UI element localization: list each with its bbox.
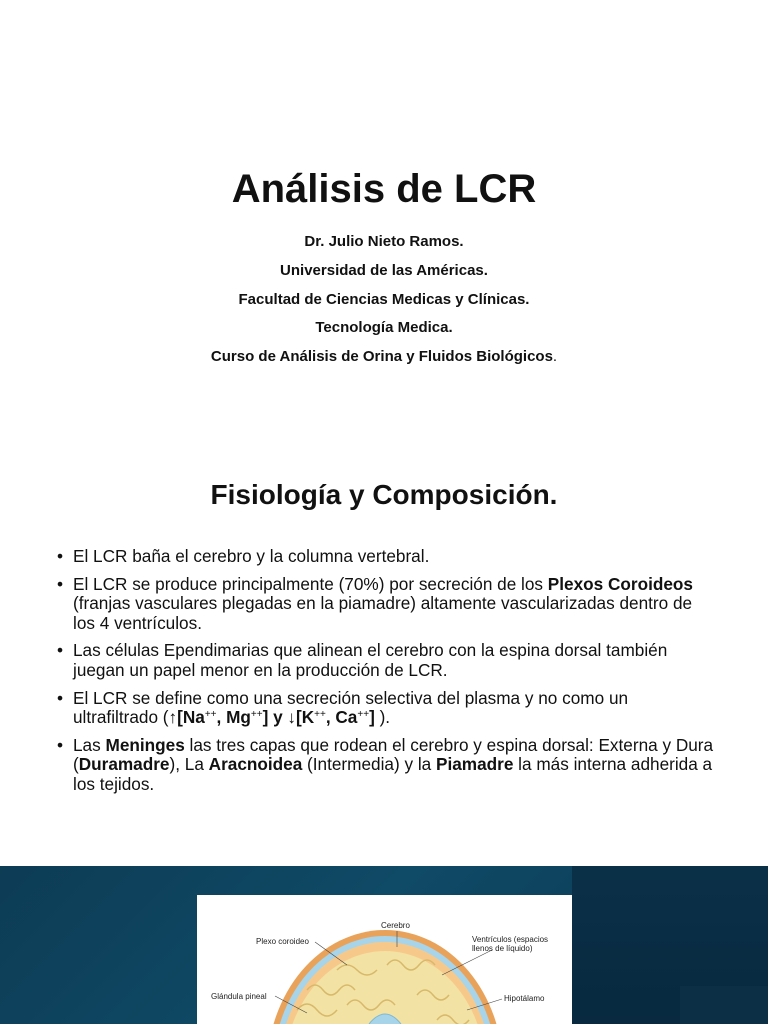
bullet-dot: •: [57, 640, 64, 661]
anatomy-slide: [0, 866, 768, 1024]
course-line: Curso de Análisis de Orina y Fluidos Biológicos.: [210, 348, 558, 366]
title-slide: [0, 0, 768, 420]
program-line: Tecnología Medica.: [315, 319, 453, 337]
section-heading: Fisiología y Composición.: [210, 479, 558, 510]
slide-title: Análisis de LCR: [231, 167, 537, 211]
faculty-line: Facultad de Ciencias Medicas y Clínicas.: [238, 290, 530, 308]
label-glandula: Glándula pineal: [211, 992, 267, 1001]
physiology-slide: [0, 450, 768, 850]
down-arrow-icon: ↓: [287, 707, 297, 728]
bullet-dot: •: [57, 573, 64, 594]
label-hipotalamo: Hipotálamo: [504, 994, 545, 1003]
bullet-dot: •: [57, 687, 64, 708]
label-ventriculos-2: llenos de líquido): [472, 944, 533, 953]
label-plexo: Plexo coroideo: [256, 937, 309, 946]
bullet-item: • Las Meninges las tres capas que rodean el cerebro y espina dorsal: Externa y Dura (Duramadre), La Aracnoidea (Intermedia) y la Piamadre la más interna adherida a los tejidos.: [57, 734, 714, 794]
label-ventriculos: Ventrículos (espacios: [472, 935, 549, 944]
bullet-item: • El LCR se produce principalmente (70%) por secreción de los Plexos Coroideos (franjas vasculares plegadas en la piamadre) altamente vascularizadas dentro de los 4 ventrículos.: [57, 573, 693, 633]
bullet-item: • El LCR se define como una secreción selectiva del plasma y no como un ultrafiltrado (↑[Na++, Mg++] y ↓[K++, Ca++] ).: [57, 687, 629, 728]
author-line: Dr. Julio Nieto Ramos.: [304, 233, 464, 250]
background-band: [680, 986, 768, 1024]
bullet-item: • El LCR baña el cerebro y la columna vertebral.: [57, 546, 430, 566]
label-cerebro: Cerebro: [381, 921, 410, 930]
author-block: [0, 228, 768, 372]
university-line: Universidad de las Américas.: [280, 261, 488, 279]
bullet-dot: •: [57, 734, 64, 755]
bullet-list: [55, 547, 715, 803]
brain-diagram: [197, 895, 572, 1024]
up-arrow-icon: ↑: [168, 707, 178, 728]
brain-illustration: [197, 895, 572, 1024]
bullet-item: • Las células Ependimarias que alinean el cerebro con la espina dorsal también juegan un papel menor en la producción de LCR.: [57, 640, 668, 680]
bullet-dot: •: [57, 546, 64, 566]
